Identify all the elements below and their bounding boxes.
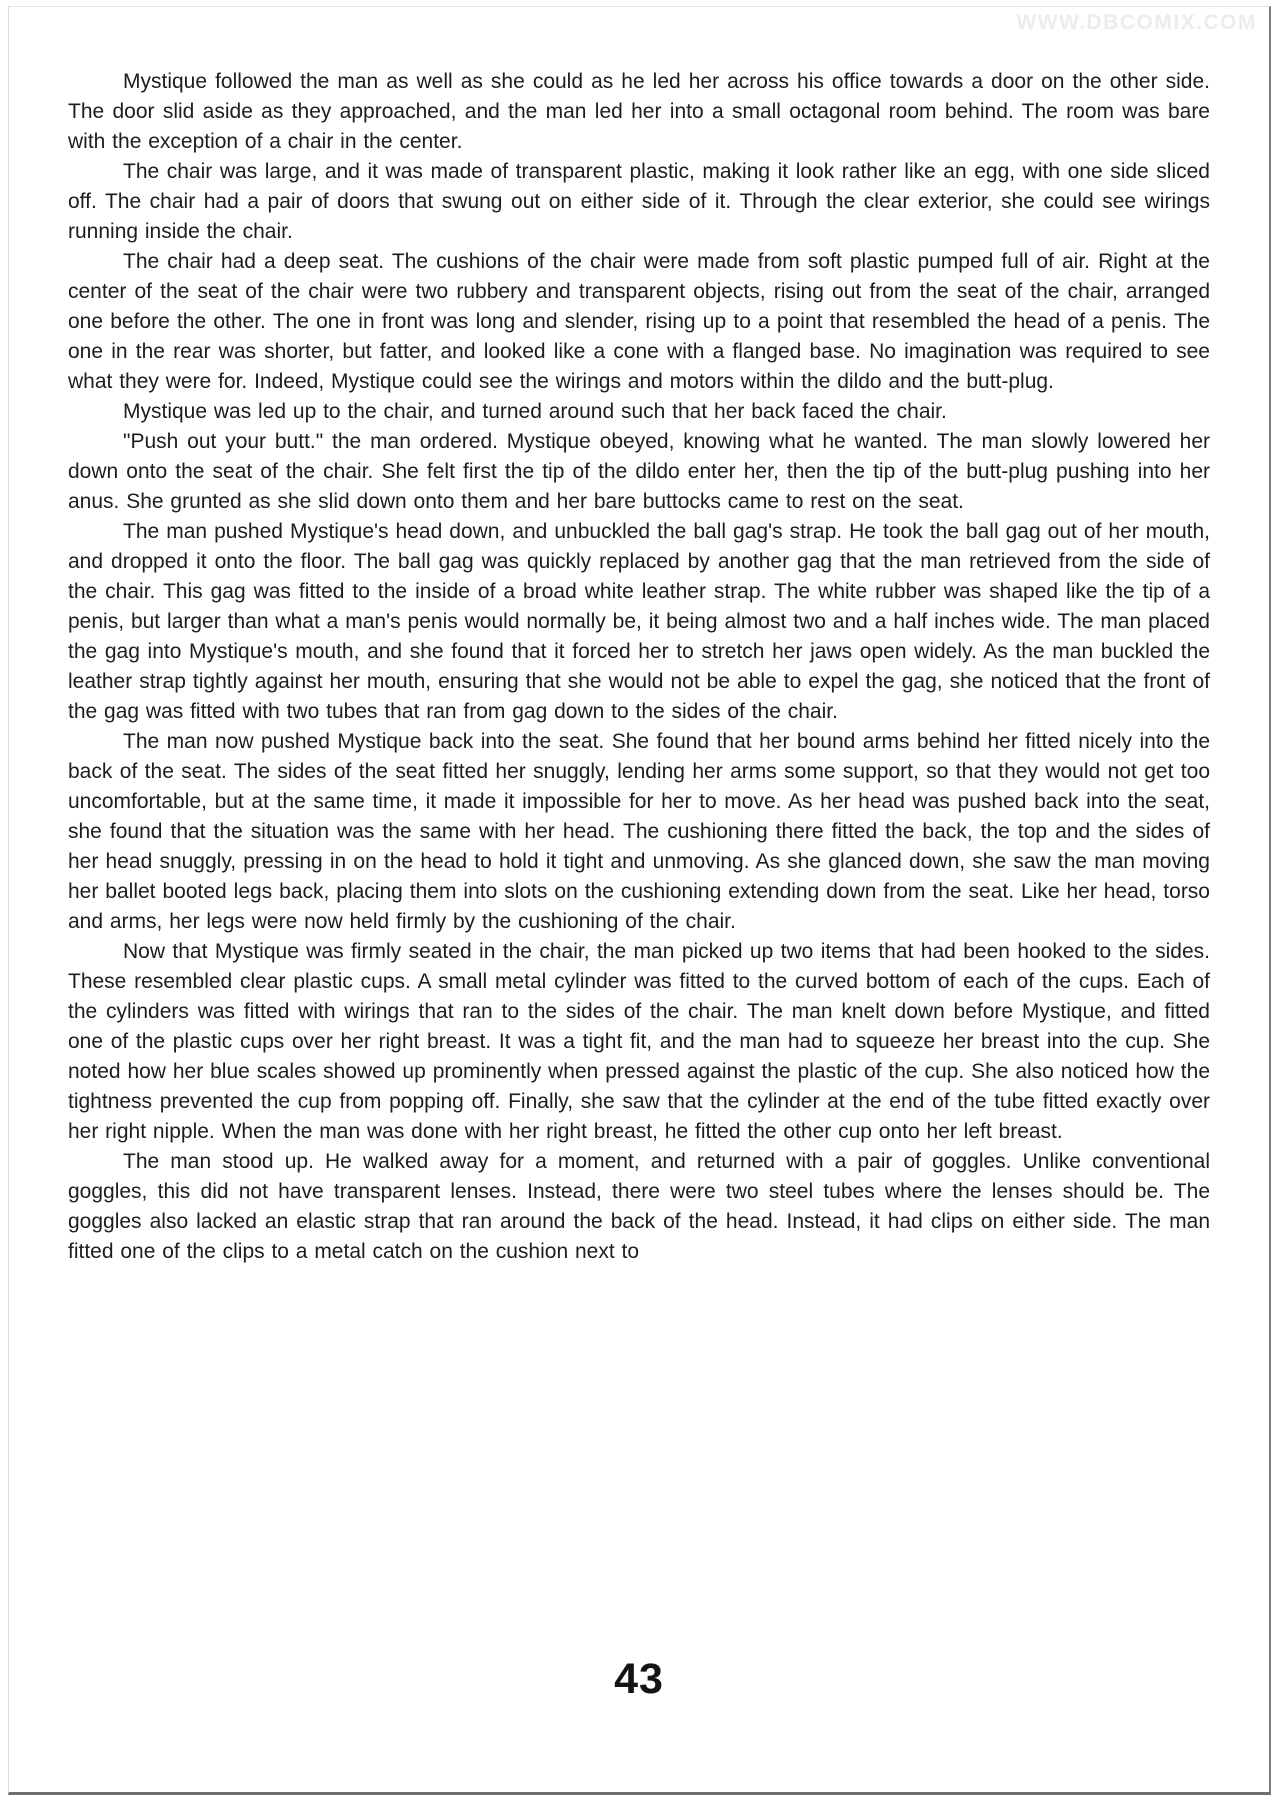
- paragraph: Mystique was led up to the chair, and turned around such that her back faced the chair.: [123, 400, 947, 423]
- paragraph: The chair had a deep seat. The cushions of the chair were made from soft plastic pumped full of air. Right at the center of the seat of the chair were two rubbery and transparent objects, rising out from the seat of the chair, arranged one before the other. The one in front was long and slender, rising up to a point that resembled the head of a penis. The one in the rear was shorter, but fatter, and looked like a cone with a flanged base. No imagination was required to see what they were for. Indeed, Mystique could see the wirings and motors within the dildo and the butt-plug.: [68, 250, 1210, 393]
- paragraph: The chair was large, and it was made of transparent plastic, making it look rather like an egg, with one side sliced off. The chair had a pair of doors that swung out on either side of it. Through the clear exterior, she could see wirings running inside the chair.: [68, 160, 1210, 243]
- watermark: WWW.DBCOMIX.COM: [1016, 11, 1257, 34]
- paragraph: "Push out your butt." the man ordered. Mystique obeyed, knowing what he wanted. The man slowly lowered her down onto the seat of the chair. She felt first the tip of the dildo enter her, then the tip of the butt-plug pushing into her anus. She grunted as she slid down onto them and her bare buttocks came to rest on the seat.: [68, 430, 1210, 513]
- paragraph: The man pushed Mystique's head down, and unbuckled the ball gag's strap. He took the ball gag out of her mouth, and dropped it onto the floor. The ball gag was quickly replaced by another gag that the man retrieved from the side of the chair. This gag was fitted to the inside of a broad white leather strap. The white rubber was shaped like the tip of a penis, but larger than what a man's penis would normally be, it being almost two and a half inches wide. The man placed the gag into Mystique's mouth, and she found that it forced her to stretch her jaws open widely. As the man buckled the leather strap tightly against her mouth, ensuring that she would not be able to expel the gag, she noticed that the front of the gag was fitted with two tubes that ran from gag down to the sides of the chair.: [68, 520, 1210, 723]
- page-text: [68, 67, 1210, 1267]
- document-page: [8, 6, 1271, 1795]
- paragraph: The man stood up. He walked away for a moment, and returned with a pair of goggles. Unlike conventional goggles, this did not have transparent lenses. Instead, there were two steel tubes where the lenses should be. The goggles also lacked an elastic strap that ran around the back of the head. Instead, it had clips on either side. The man fitted one of the clips to a metal catch on the cushion next to: [68, 1150, 1210, 1263]
- paragraph: Now that Mystique was firmly seated in the chair, the man picked up two items that had been hooked to the sides. These resembled clear plastic cups. A small metal cylinder was fitted to the curved bottom of each of the cups. Each of the cylinders was fitted with wirings that ran to the sides of the chair. The man knelt down before Mystique, and fitted one of the plastic cups over her right breast. It was a tight fit, and the man had to squeeze her breast into the cup. She noted how her blue scales showed up prominently when pressed against the plastic of the cup. She also noticed how the tightness prevented the cup from popping off. Finally, she saw that the cylinder at the end of the tube fitted exactly over her right nipple. When the man was done with her right breast, he fitted the other cup onto her left breast.: [68, 940, 1210, 1143]
- paragraph: Mystique followed the man as well as she could as he led her across his office towards a door on the other side. The door slid aside as they approached, and the man led her into a small octagonal room behind. The room was bare with the exception of a chair in the center.: [68, 70, 1210, 153]
- paragraph: The man now pushed Mystique back into the seat. She found that her bound arms behind her fitted nicely into the back of the seat. The sides of the seat fitted her snuggly, lending her arms some support, so that they would not get too uncomfortable, but at the same time, it made it impossible for her to move. As her head was pushed back into the seat, she found that the situation was the same with her head. The cushioning there fitted the back, the top and the sides of her head snuggly, pressing in on the head to hold it tight and unmoving. As she glanced down, she saw the man moving her ballet booted legs back, placing them into slots on the cushioning extending down from the seat. Like her head, torso and arms, her legs were now held firmly by the cushioning of the chair.: [68, 730, 1210, 933]
- page-number: 43: [614, 1655, 664, 1703]
